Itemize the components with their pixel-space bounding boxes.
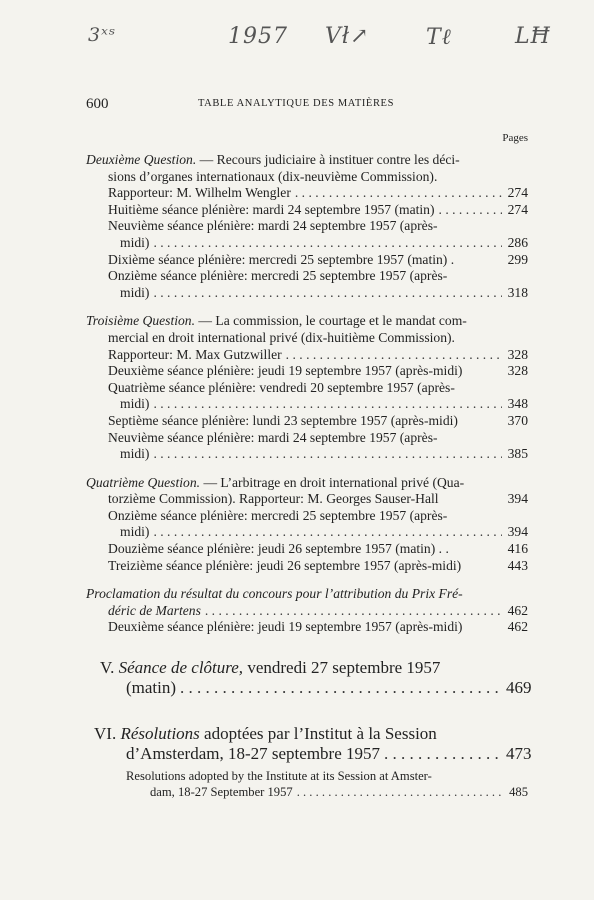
toc-line [86, 218, 528, 235]
page-ref: 385 [507, 446, 528, 462]
page-ref: 462 [507, 619, 528, 635]
toc-line [86, 185, 528, 202]
handwritten-annotations [0, 24, 594, 64]
page-ref: 469 [506, 678, 532, 698]
handwritten-note-2: 1957 [228, 24, 288, 49]
rapporteur-text: Rapporteur: M. Max Gutzwiller [108, 346, 282, 362]
dot-leader [153, 524, 502, 541]
section-6-title-rest: adoptées par l’Institut à la Session [204, 724, 437, 744]
toc-line [86, 396, 528, 413]
session-text: Septième séance plénière: lundi 23 septembre 1957 (après-midi) [108, 412, 458, 428]
session-text: Onzième séance plénière: mercredi 25 septembre 1957 (après- [108, 268, 448, 284]
section-5-number: V. [100, 658, 115, 678]
running-title: TABLE ANALYTIQUE DES MATIÈRES [197, 98, 395, 109]
handwritten-note-1: 3ˣˢ [88, 24, 117, 46]
question-3-intro [86, 313, 528, 330]
session-text-cont: midi) [120, 446, 150, 462]
session-text-cont: midi) [120, 396, 150, 412]
session-text: Neuvième séance plénière: mardi 24 septembre 1957 (après- [108, 218, 438, 234]
toc-line [86, 658, 528, 678]
toc-line [86, 784, 528, 800]
toc-line [86, 446, 528, 463]
question-4-title: Quatrième Question. [86, 474, 201, 490]
question-2-intro [86, 152, 528, 169]
handwritten-note-4: Tℓ [426, 25, 452, 50]
page-ref: 318 [507, 284, 528, 300]
page-ref: 286 [507, 234, 528, 250]
rapporteur-text: Rapporteur: M. Wilhelm Wengler [108, 185, 291, 201]
question-3-title: Troisième Question. [86, 313, 196, 329]
session-text: Onzième séance plénière: mercredi 25 septembre 1957 (après- [108, 507, 448, 523]
dot-leader [153, 446, 502, 463]
page-ref: 274 [507, 185, 528, 201]
page-ref: 485 [509, 785, 528, 800]
page-ref: 416 [507, 541, 528, 557]
toc-entry-section-6-english [86, 768, 528, 800]
page-ref: 443 [507, 557, 528, 573]
pages-column-label: Pages [502, 132, 528, 144]
english-resolution-line1: Resolutions adopted by the Institute at its Session at Amster- [126, 769, 432, 784]
dot-leader [205, 603, 502, 620]
section-6-title: Résolutions [120, 724, 200, 744]
handwritten-note-5: LĦ [515, 24, 551, 49]
proclamation-title: Proclamation du résultat du concours pour l’attribution du Prix Fré- [86, 586, 463, 602]
session-text: Neuvième séance plénière: mardi 24 septembre 1957 (après- [108, 429, 438, 445]
page-number: 600 [86, 96, 109, 112]
toc-line [86, 724, 528, 744]
question-3-intro-line1: — La commission, le courtage et le mandat com- [198, 313, 467, 329]
table-of-contents [86, 152, 532, 812]
toc-line [86, 524, 528, 541]
proclamation-line1 [86, 586, 528, 603]
section-6-line2: d’Amsterdam, 18-27 septembre 1957 [126, 744, 380, 764]
session-text-cont: midi) [120, 234, 150, 250]
question-2-intro-line1: — Recours judiciaire à instituer contre les déci- [199, 152, 460, 167]
toc-line [86, 380, 528, 397]
question-3-intro-line2: mercial en droit international privé (dix-huitième Commission). [108, 329, 455, 345]
page-ref: 394 [507, 524, 528, 540]
session-text: Quatrième séance plénière: vendredi 20 septembre 1957 (après- [108, 379, 455, 395]
toc-entry-question-3 [86, 313, 528, 462]
session-text-cont: midi) [120, 284, 150, 300]
dot-leader [286, 347, 502, 364]
session-text: Deuxième séance plénière: jeudi 19 septembre 1957 (après-midi) [108, 619, 463, 635]
page-ref: 473 [506, 744, 532, 764]
question-4-intro-line2: torzième Commission). Rapporteur: M. Georges Sauser-Hall [108, 491, 439, 507]
page-ref: 299 [507, 251, 528, 267]
toc-entry-proclamation [86, 586, 528, 636]
toc-line [86, 603, 528, 620]
toc-line [86, 268, 528, 285]
session-text: Douzième séance plénière: jeudi 26 septembre 1957 (matin) . . [108, 541, 449, 557]
toc-line [86, 363, 528, 380]
page-ref: 328 [507, 346, 528, 362]
toc-entry-question-2 [86, 152, 528, 301]
section-6-number: VI. [94, 724, 117, 744]
session-text: Huitième séance plénière: mardi 24 septembre 1957 (matin) [108, 201, 435, 217]
section-5-heading [100, 658, 440, 678]
session-text: Dixième séance plénière: mercredi 25 septembre 1957 (matin) . [108, 251, 455, 267]
page-ref: 394 [507, 491, 528, 507]
toc-line [86, 558, 528, 575]
proclamation-line2: déric de Martens [108, 602, 201, 618]
section-5-title-rest: vendredi 27 septembre 1957 [247, 658, 441, 678]
session-text: Treizième séance plénière: jeudi 26 septembre 1957 (après-midi) [108, 557, 462, 573]
toc-line [86, 744, 532, 764]
session-text-cont: midi) [120, 524, 150, 540]
toc-line [86, 491, 528, 508]
dot-leader [153, 235, 502, 252]
toc-line [86, 252, 528, 269]
dot-leader [180, 678, 502, 698]
page-ref: 274 [507, 201, 528, 217]
question-4-intro-line1: — L’arbitrage en droit international privé (Qua- [203, 474, 465, 490]
toc-line [86, 678, 532, 698]
toc-line [86, 285, 528, 302]
handwritten-note-3: Vł↗ [325, 24, 370, 49]
toc-line [86, 235, 528, 252]
question-4-intro [86, 475, 528, 492]
page-ref: 348 [507, 396, 528, 412]
section-5-title: Séance de clôture, [118, 658, 244, 678]
section-6-heading [94, 724, 437, 744]
dot-leader [153, 396, 502, 413]
english-resolution-line2: dam, 18-27 September 1957 [150, 785, 293, 800]
toc-line [86, 768, 528, 784]
question-2-title: Deuxième Question. [86, 152, 197, 167]
page-ref: 462 [507, 602, 528, 618]
page-ref: 370 [507, 412, 528, 428]
toc-line [86, 413, 528, 430]
dot-leader [153, 285, 502, 302]
toc-line [86, 541, 528, 558]
toc-entry-section-6 [86, 724, 532, 764]
toc-line [86, 347, 528, 364]
toc-line [86, 508, 528, 525]
page-ref: 328 [507, 363, 528, 379]
dot-leader [297, 784, 502, 800]
toc-line [86, 619, 528, 636]
toc-entry-section-5 [86, 658, 532, 698]
toc-line [86, 430, 528, 447]
dot-leader [439, 202, 502, 219]
session-text: Deuxième séance plénière: jeudi 19 septembre 1957 (après-midi) [108, 363, 463, 379]
toc-entry-question-4 [86, 475, 528, 575]
page-header [86, 96, 506, 116]
toc-line [86, 202, 528, 219]
dot-leader [384, 744, 502, 764]
section-5-line2: (matin) [126, 678, 177, 698]
question-2-intro-line2: sions d’organes internationaux (dix-neuvième Commission). [108, 168, 438, 184]
dot-leader [295, 185, 502, 202]
